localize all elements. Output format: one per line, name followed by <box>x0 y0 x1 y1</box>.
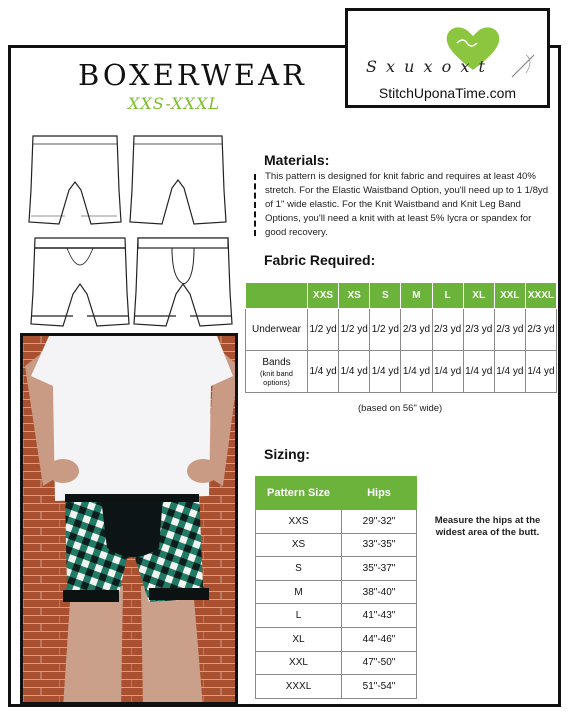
table-row <box>256 627 417 651</box>
materials-heading: Materials: <box>264 152 330 168</box>
model-photo <box>20 333 238 705</box>
fabric-cell: 2/3 yd <box>525 309 556 351</box>
materials-divider <box>254 174 256 236</box>
fabric-cell: 2/3 yd <box>494 309 525 351</box>
boxer-sketch-front-fly <box>128 232 238 332</box>
fabric-cell: 1/2 yd <box>370 309 401 351</box>
fabric-cell: 1/2 yd <box>339 309 370 351</box>
table-row <box>256 580 417 604</box>
hips-cell: 47"-50" <box>342 651 417 675</box>
hips-cell: 33"-35" <box>342 533 417 557</box>
fabric-row-label: Underwear <box>246 309 308 351</box>
fabric-cell: 1/4 yd <box>525 351 556 393</box>
fabric-table <box>245 282 557 393</box>
fabric-heading: Fabric Required: <box>264 252 376 268</box>
table-row <box>256 651 417 675</box>
table-row <box>256 510 417 534</box>
sizing-col-hips: Hips <box>342 477 417 510</box>
fabric-row-label: Bands <box>262 357 291 368</box>
size-cell: XXXL <box>256 675 342 699</box>
table-row <box>256 557 417 581</box>
fabric-cell: 2/3 yd <box>401 309 432 351</box>
fabric-size-header: XXL <box>494 283 525 309</box>
size-cell: XXL <box>256 651 342 675</box>
boxer-sketch-front-banded <box>25 232 135 332</box>
size-cell: XXS <box>256 510 342 534</box>
brand-script: S x u x o x t <box>366 57 487 76</box>
sizing-header-row <box>256 477 417 510</box>
hips-cell: 41"-43" <box>342 604 417 628</box>
fabric-cell: 2/3 yd <box>463 309 494 351</box>
boxer-sketch-front-plain <box>25 130 125 230</box>
size-cell: XS <box>256 533 342 557</box>
table-row <box>246 309 557 351</box>
fabric-cell: 1/4 yd <box>463 351 494 393</box>
fabric-corner-cell <box>246 283 308 309</box>
size-cell: XL <box>256 627 342 651</box>
fabric-cell: 1/4 yd <box>494 351 525 393</box>
hips-cell: 29"-32" <box>342 510 417 534</box>
table-row <box>256 675 417 699</box>
fabric-size-header: XXS <box>308 283 339 309</box>
table-row <box>246 351 557 393</box>
fabric-size-header: XL <box>463 283 494 309</box>
hips-cell: 35"-37" <box>342 557 417 581</box>
size-cell: S <box>256 557 342 581</box>
size-cell: L <box>256 604 342 628</box>
fabric-cell: 1/4 yd <box>370 351 401 393</box>
table-row <box>256 604 417 628</box>
fabric-cell: 1/4 yd <box>339 351 370 393</box>
fabric-size-header: XXXL <box>525 283 556 309</box>
hips-cell: 44"-46" <box>342 627 417 651</box>
fabric-row-sublabel: (knit band options) <box>260 369 293 387</box>
fabric-cell: 1/4 yd <box>308 351 339 393</box>
hips-cell: 51"-54" <box>342 675 417 699</box>
fabric-size-header: XS <box>339 283 370 309</box>
measure-note: Measure the hips at the widest area of the butt. <box>434 515 541 538</box>
fabric-cell: 1/4 yd <box>401 351 432 393</box>
materials-text: This pattern is designed for knit fabric and requires at least 40% stretch. For the Elastic Waistband Option, you'll need up to 1 1/8yd of 1" wide elastic. For the Knit Waistband and Knit Leg Band Options, you'll need a knit with at least 5% lycra or spandex for good recovery. <box>265 171 549 238</box>
size-cell: M <box>256 580 342 604</box>
sizing-heading: Sizing: <box>264 446 310 462</box>
hips-cell: 38"-40" <box>342 580 417 604</box>
fabric-size-header: S <box>370 283 401 309</box>
size-range: XXS-XXXL <box>128 94 220 113</box>
boxer-sketch-back-plain <box>128 130 228 230</box>
brand-website[interactable]: StitchUponaTime.com <box>378 85 517 101</box>
fabric-cell: 2/3 yd <box>432 309 463 351</box>
sizing-col-size: Pattern Size <box>256 477 342 510</box>
table-row <box>256 533 417 557</box>
fabric-cell: 1/2 yd <box>308 309 339 351</box>
fabric-row-label-cell <box>246 351 308 393</box>
needle-icon <box>508 51 538 81</box>
model-photo-illustration <box>23 336 238 705</box>
fabric-header-row <box>246 283 557 309</box>
sizing-table <box>255 476 417 699</box>
fabric-cell: 1/4 yd <box>432 351 463 393</box>
fabric-size-header: L <box>432 283 463 309</box>
brand-logo[interactable] <box>345 8 550 108</box>
fabric-size-header: M <box>401 283 432 309</box>
fabric-note: (based on 56" wide) <box>358 403 443 414</box>
product-title: BOXERWEAR <box>78 58 307 92</box>
